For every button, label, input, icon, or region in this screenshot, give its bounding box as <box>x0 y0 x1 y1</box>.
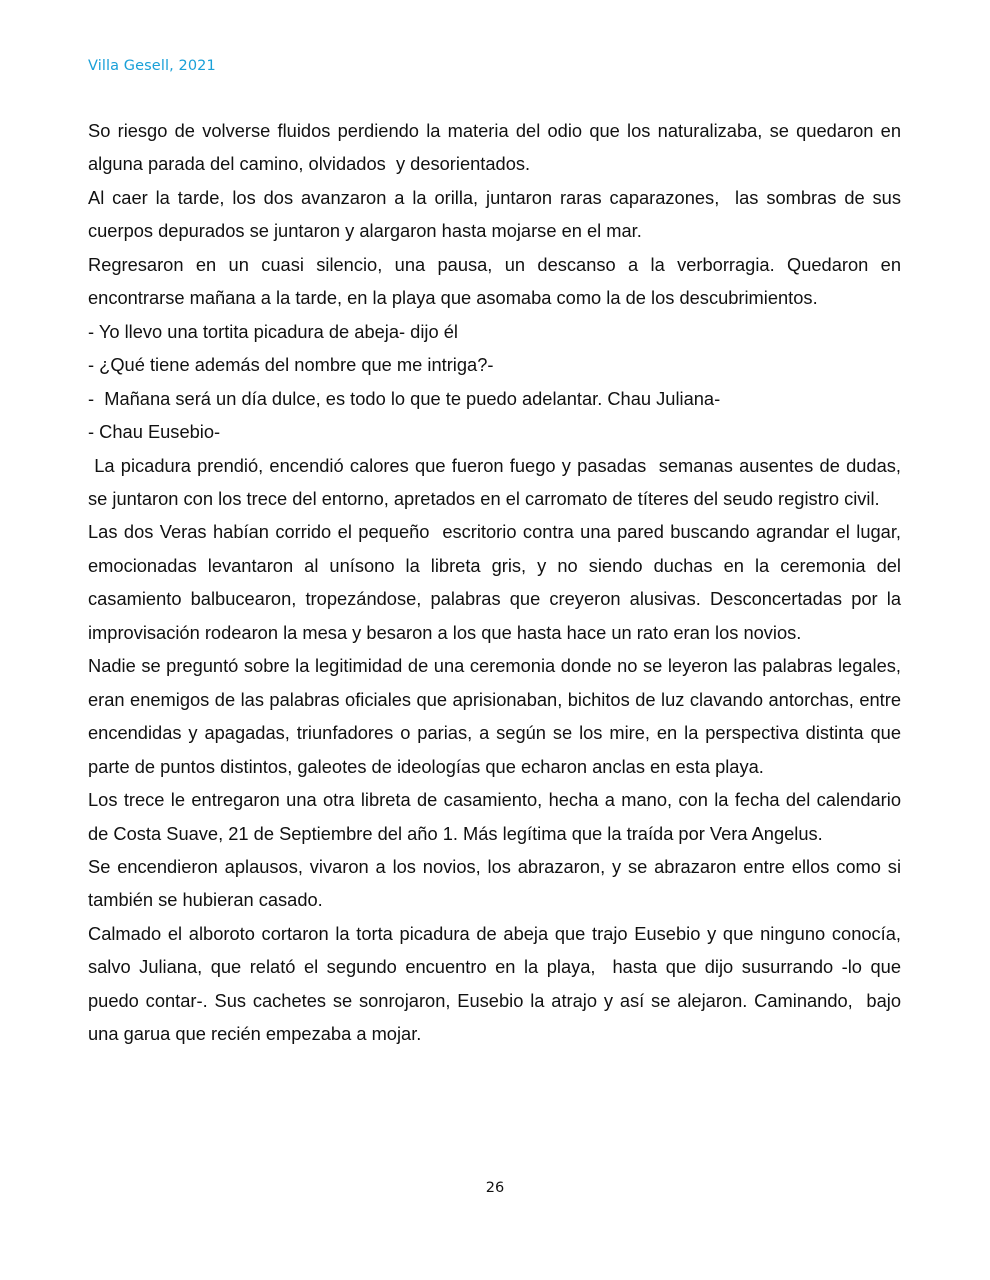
paragraph: Las dos Veras habían corrido el pequeño escritorio contra una pared buscando agrandar el lugar, emocionadas levantaron al unísono la libreta gris, y no siendo duchas en la ceremonia del casamiento balbucearon, tropezándose, palabras que creyeron alusivas. Desconcertadas por la improvisación rodearon la mesa y besaron a los que hasta hace un rato eran los novios. <box>88 521 907 643</box>
dialogue-line: - Chau Eusebio- <box>88 421 221 443</box>
paragraph: Los trece le entregaron una otra libreta de casamiento, hecha a mano, con la fecha del calendario de Costa Suave, 21 de Septiembre del año 1. Más legítima que la traída por Vera Angelus. <box>88 789 907 844</box>
paragraph: Nadie se preguntó sobre la legitimidad de una ceremonia donde no se leyeron las palabras legales, eran enemigos de las palabras oficiales que aprisionaban, bichitos de luz clavando antorchas, entre encendidas y apagadas, triunfadores o parias, a según se los mire, en la perspectiva distinta que parte de puntos distintos, galeotes de ideologías que echaron anclas en esta playa. <box>88 655 912 777</box>
dialogue-line: - Mañana será un día dulce, es todo lo que te puedo adelantar. Chau Juliana- <box>88 387 721 409</box>
paragraph: Se encendieron aplausos, vivaron a los novios, los abrazaron, y se abrazaron entre ellos como si también se hubieran casado. <box>88 855 907 911</box>
page-number: 26 <box>485 1180 505 1196</box>
page-header: Villa Gesell, 2021 <box>88 58 216 74</box>
dialogue-line: - Yo llevo una tortita picadura de abeja- dijo él <box>88 320 458 342</box>
document-body <box>88 114 912 1051</box>
paragraph: Al caer la tarde, los dos avanzaron a la orilla, juntaron raras caparazones, las sombras de sus cuerpos depurados se juntaron y alargaron hasta mojarse en el mar. <box>88 186 907 242</box>
paragraph: Regresaron en un cuasi silencio, una pausa, un descanso a la verborragia. Quedaron en encontrarse mañana a la tarde, en la playa que asomaba como la de los descubrimientos. <box>88 253 907 309</box>
paragraph: La picadura prendió, encendió calores que fueron fuego y pasadas semanas ausentes de dudas, se juntaron con los trece del entorno, apretados en el carromato de títeres del seudo registro civil. <box>88 454 907 509</box>
dialogue-line: - ¿Qué tiene además del nombre que me intriga?- <box>88 354 494 376</box>
paragraph: Calmado el alboroto cortaron la torta picadura de abeja que trajo Eusebio y que ninguno conocía, salvo Juliana, que relató el segundo encuentro en la playa, hasta que dijo susurrando -lo que puedo contar-. Sus cachetes se sonrojaron, Eusebio la atrajo y así se alejaron. Caminando, bajo una garua que recién empezaba a mojar. <box>88 922 907 1045</box>
paragraph: So riesgo de volverse fluidos perdiendo la materia del odio que los naturalizaba, se quedaron en alguna parada del camino, olvidados y desorientados. <box>88 120 907 175</box>
